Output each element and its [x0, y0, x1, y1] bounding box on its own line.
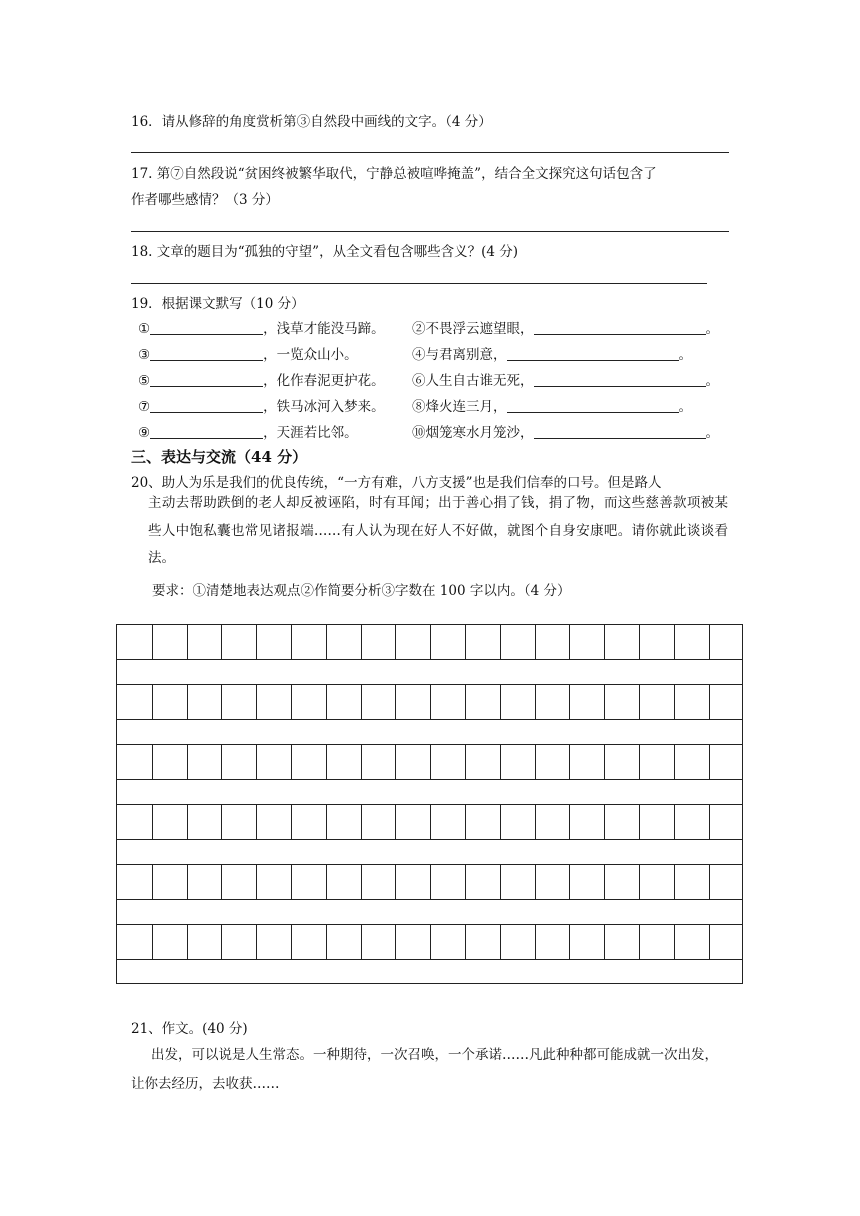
grid-cell[interactable] — [291, 745, 292, 779]
dictation-row — [412, 395, 692, 415]
grid-cell[interactable] — [361, 625, 362, 659]
grid-cell[interactable] — [604, 625, 605, 659]
dictation-number: ⑤ — [138, 373, 151, 389]
dictation-text: ⑥人生自古谁无死， — [412, 373, 534, 389]
grid-cell[interactable] — [187, 625, 188, 659]
dictation-row — [138, 317, 385, 337]
question-16: 16．请从修辞的角度赏析第③自然段中画线的文字。（4 分） — [131, 114, 492, 130]
grid-gap-row — [117, 899, 742, 925]
grid-cell[interactable] — [187, 745, 188, 779]
grid-cell[interactable] — [430, 685, 431, 719]
grid-cell[interactable] — [709, 745, 710, 779]
grid-cell[interactable] — [361, 685, 362, 719]
grid-cell[interactable] — [639, 625, 640, 659]
question-21-title: 21、作文。(40 分) — [131, 1021, 248, 1037]
grid-cell[interactable] — [152, 625, 153, 659]
section-3-title: 三、表达与交流（44 分） — [131, 448, 308, 466]
dictation-text: ，铁马冰河入梦来。 — [263, 399, 385, 415]
dictation-blank[interactable] — [534, 320, 706, 335]
grid-cell[interactable] — [256, 745, 257, 779]
writing-grid[interactable] — [116, 624, 743, 984]
grid-cell[interactable] — [465, 685, 466, 719]
grid-cell[interactable] — [674, 625, 675, 659]
grid-cell[interactable] — [535, 685, 536, 719]
grid-cell[interactable] — [187, 925, 188, 959]
grid-cell[interactable] — [187, 805, 188, 839]
dictation-blank[interactable] — [150, 372, 263, 387]
grid-cell[interactable] — [639, 865, 640, 899]
dictation-number: ⑨ — [138, 425, 151, 441]
grid-cell[interactable] — [291, 685, 292, 719]
grid-cell[interactable] — [465, 745, 466, 779]
grid-cell[interactable] — [152, 805, 153, 839]
grid-cell[interactable] — [395, 805, 396, 839]
dictation-text: ⑩烟笼寒水月笼沙， — [412, 425, 534, 441]
grid-cell[interactable] — [500, 805, 501, 839]
grid-cell[interactable] — [535, 805, 536, 839]
grid-cell[interactable] — [152, 925, 153, 959]
dictation-end: 。 — [678, 399, 692, 415]
question-17-line-1: 17. 第⑦自然段说“贫困终被繁华取代，宁静总被喧哗掩盖”，结合全文探究这句话包含了 — [131, 166, 657, 182]
dictation-end: 。 — [705, 373, 719, 389]
grid-cell[interactable] — [639, 745, 640, 779]
essay-prompt: 出发，可以说是人生常态。一种期待，一次召唤，一个承诺……凡此种种都可能成就一次出发，让你去经历，去收获…… — [131, 1047, 718, 1092]
grid-cell[interactable] — [604, 745, 605, 779]
grid-cell[interactable] — [500, 625, 501, 659]
grid-cell[interactable] — [395, 625, 396, 659]
grid-cell[interactable] — [361, 805, 362, 839]
grid-cell[interactable] — [221, 925, 222, 959]
dictation-text: ，浅草才能没马蹄。 — [263, 321, 385, 337]
grid-cell[interactable] — [221, 625, 222, 659]
dictation-text: ，天涯若比邻。 — [263, 425, 358, 441]
grid-cell[interactable] — [465, 865, 466, 899]
grid-cell[interactable] — [465, 925, 466, 959]
grid-cell-row — [117, 925, 742, 959]
question-17-line-2: 作者哪些感情？（3 分） — [131, 192, 279, 208]
grid-cell-row — [117, 685, 742, 719]
question-20-requirement: 要求：①清楚地表达观点②作简要分析③字数在 100 字以内。（4 分） — [152, 583, 571, 599]
dictation-row — [138, 369, 385, 389]
grid-cell[interactable] — [361, 925, 362, 959]
grid-cell[interactable] — [674, 865, 675, 899]
grid-cell[interactable] — [430, 925, 431, 959]
grid-cell[interactable] — [569, 865, 570, 899]
question-20-body: 主动去帮助跌倒的老人却反被诬陷，时有耳闻；出于善心捐了钱，捐了物，而这些慈善款项被某些人中饱私囊也常见诸报端……有人认为现在好人不好做，就图个自身安康吧。请你就此谈谈看法。 — [148, 495, 728, 566]
dictation-end: 。 — [678, 347, 692, 363]
grid-cell[interactable] — [604, 865, 605, 899]
grid-cell[interactable] — [465, 805, 466, 839]
grid-cell[interactable] — [221, 865, 222, 899]
grid-cell[interactable] — [326, 925, 327, 959]
grid-cell[interactable] — [291, 925, 292, 959]
grid-cell[interactable] — [639, 925, 640, 959]
grid-cell[interactable] — [535, 865, 536, 899]
grid-cell[interactable] — [256, 805, 257, 839]
grid-cell[interactable] — [709, 925, 710, 959]
grid-cell[interactable] — [604, 805, 605, 839]
grid-cell[interactable] — [709, 685, 710, 719]
dictation-text: ④与君离别意， — [412, 347, 507, 363]
grid-cell[interactable] — [500, 865, 501, 899]
grid-cell[interactable] — [326, 745, 327, 779]
grid-cell[interactable] — [395, 745, 396, 779]
grid-cell[interactable] — [604, 925, 605, 959]
dictation-blank[interactable] — [150, 398, 263, 413]
dictation-blank[interactable] — [150, 320, 263, 335]
grid-cell[interactable] — [361, 745, 362, 779]
grid-cell[interactable] — [569, 745, 570, 779]
dictation-row — [412, 369, 719, 389]
grid-cell[interactable] — [291, 625, 292, 659]
grid-cell[interactable] — [604, 685, 605, 719]
grid-cell-row — [117, 625, 742, 659]
grid-cell[interactable] — [152, 865, 153, 899]
grid-gap-row — [117, 779, 742, 805]
grid-cell[interactable] — [639, 805, 640, 839]
grid-cell[interactable] — [256, 865, 257, 899]
dictation-blank[interactable] — [507, 398, 679, 413]
dictation-blank[interactable] — [150, 346, 263, 361]
grid-cell[interactable] — [291, 805, 292, 839]
grid-cell[interactable] — [152, 745, 153, 779]
grid-cell[interactable] — [535, 625, 536, 659]
grid-cell[interactable] — [569, 625, 570, 659]
dictation-blank[interactable] — [534, 372, 706, 387]
grid-cell[interactable] — [256, 685, 257, 719]
question-19-title: 19．根据课文默写（10 分） — [131, 296, 305, 312]
grid-cell[interactable] — [569, 925, 570, 959]
grid-cell[interactable] — [674, 805, 675, 839]
grid-cell-row — [117, 865, 742, 899]
grid-cell[interactable] — [535, 925, 536, 959]
dictation-end: 。 — [705, 425, 719, 441]
question-18: 18. 文章的题目为“孤独的守望”，从全文看包含哪些含义？(4 分) — [131, 244, 518, 260]
grid-gap-row — [117, 659, 742, 685]
grid-cell[interactable] — [361, 865, 362, 899]
grid-cell[interactable] — [152, 685, 153, 719]
grid-cell[interactable] — [187, 685, 188, 719]
grid-cell[interactable] — [326, 865, 327, 899]
grid-gap-row — [117, 959, 742, 985]
grid-cell[interactable] — [326, 625, 327, 659]
grid-cell[interactable] — [256, 925, 257, 959]
grid-cell[interactable] — [639, 685, 640, 719]
dictation-number: ③ — [138, 347, 151, 363]
dictation-text: ，化作春泥更护花。 — [263, 373, 385, 389]
grid-cell[interactable] — [709, 805, 710, 839]
dictation-end: 。 — [705, 321, 719, 337]
dictation-number: ① — [138, 321, 151, 337]
grid-cell[interactable] — [430, 625, 431, 659]
grid-cell[interactable] — [256, 625, 257, 659]
answer-line-16[interactable] — [131, 152, 729, 153]
grid-cell[interactable] — [187, 865, 188, 899]
grid-cell[interactable] — [569, 805, 570, 839]
grid-cell[interactable] — [326, 685, 327, 719]
grid-cell[interactable] — [221, 745, 222, 779]
grid-cell[interactable] — [326, 805, 327, 839]
grid-cell-row — [117, 805, 742, 839]
grid-cell[interactable] — [395, 865, 396, 899]
grid-cell[interactable] — [500, 925, 501, 959]
answer-line-18[interactable] — [131, 283, 707, 284]
dictation-row — [412, 421, 719, 441]
dictation-row — [138, 343, 358, 363]
question-20-line-1: 20、助人为乐是我们的优良传统，“一方有难，八方支援”也是我们信奉的口号。但是路人 — [131, 475, 662, 491]
dictation-row — [412, 317, 719, 337]
dictation-row — [138, 395, 385, 415]
dictation-text: ⑧烽火连三月， — [412, 399, 507, 415]
grid-gap-row — [117, 719, 742, 745]
grid-cell[interactable] — [500, 745, 501, 779]
grid-cell[interactable] — [674, 685, 675, 719]
grid-cell[interactable] — [535, 745, 536, 779]
grid-cell[interactable] — [430, 745, 431, 779]
grid-gap-row — [117, 839, 742, 865]
answer-line-17[interactable] — [131, 231, 729, 232]
grid-cell[interactable] — [709, 865, 710, 899]
grid-cell[interactable] — [430, 865, 431, 899]
grid-cell[interactable] — [709, 625, 710, 659]
grid-cell[interactable] — [221, 685, 222, 719]
dictation-blank[interactable] — [534, 424, 706, 439]
grid-cell[interactable] — [674, 925, 675, 959]
grid-cell[interactable] — [430, 805, 431, 839]
dictation-blank[interactable] — [150, 424, 263, 439]
dictation-row — [412, 343, 692, 363]
grid-cell[interactable] — [569, 685, 570, 719]
grid-cell-row — [117, 745, 742, 779]
dictation-text: ②不畏浮云遮望眼， — [412, 321, 534, 337]
dictation-number: ⑦ — [138, 399, 151, 415]
dictation-text: ，一览众山小。 — [263, 347, 358, 363]
grid-cell[interactable] — [291, 865, 292, 899]
grid-cell[interactable] — [465, 625, 466, 659]
grid-cell[interactable] — [395, 925, 396, 959]
grid-cell[interactable] — [221, 805, 222, 839]
grid-cell[interactable] — [674, 745, 675, 779]
grid-cell[interactable] — [500, 685, 501, 719]
grid-cell[interactable] — [395, 685, 396, 719]
dictation-row — [138, 421, 358, 441]
dictation-blank[interactable] — [507, 346, 679, 361]
